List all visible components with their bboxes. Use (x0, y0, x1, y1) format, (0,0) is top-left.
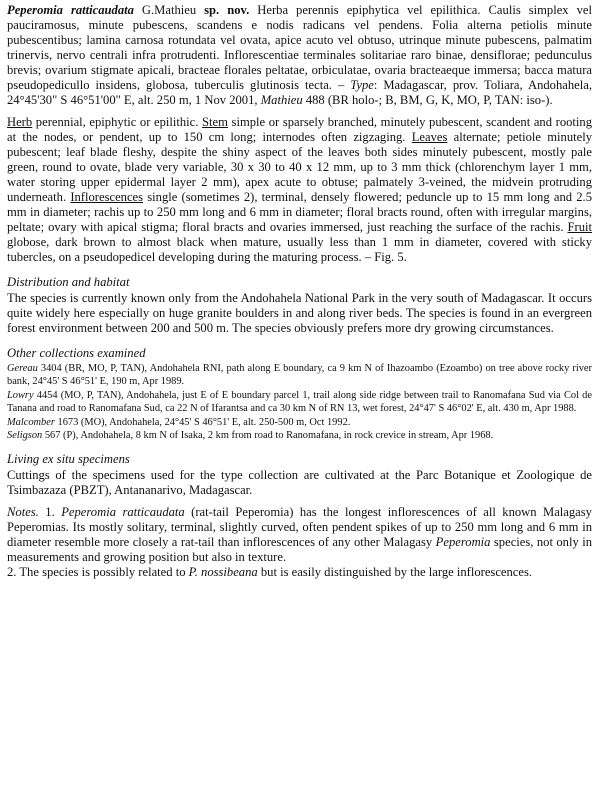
type-text: : Madagascar, prov. Toliara, Andohahela, 24°45'30" S 46°51'00" E, alt. 250 m, 1 Nov 2001, (7, 78, 592, 107)
collector-name: Lowry (7, 389, 34, 401)
notes-2-prefix: 2. The species is possibly related to (7, 565, 189, 580)
latin-text: Herba perennis epiphytica vel epilithica. Caulis simplex vel pauciramosus, minute pubescens, scandens e nodis radicans vel pendens. Folia alterna petiolis minute pubescentibus; lamina carnosa rotundata vel ovata, apice acuto vel obtuso, utrinque minute pubescens, palmatim trinervis, nervo centrali infra protrudenti. Inflorescentiae terminales solitariae raro binae, densiflorae; pedunculus brevis; ovarium stigmate apicali, bracteae florales peltatae, orbiculatae, ovaria bracteaeque immersa; bacca matura pseudopedicullo insidens, globosa, tuberculis glutinosis tecta. – (7, 3, 592, 92)
type-collector: Mathieu (260, 93, 303, 107)
notes-label: Notes. (7, 505, 39, 520)
herb-label: Herb (7, 115, 33, 129)
collection-text: 1673 (MO), Andohahela, 24°45' S 46°51' E, alt. 250-500 m, Oct 1992. (54, 416, 351, 428)
collections-heading: Other collections examined (7, 346, 146, 360)
collector-name: Gereau (7, 363, 38, 374)
latin-diagnosis (7, 3, 592, 108)
collection-text: 3404 (BR, MO, P, TAN), Andohahela RNI, path along E boundary, ca 9 km N of Ihazoambo (Ezoambo) on tree above rocky river bank, 24°45' S 46°51' E, 190 m, Apr 1989. (7, 363, 592, 388)
collector-name: Malcomber (7, 416, 55, 428)
stem-text: simple or sparsely branched, minutely pubescent, scandent and rooting at the nodes, or pendent, up to 150 cm long; internodes often zigzaging. (7, 115, 593, 144)
notes-2 (7, 565, 592, 580)
inflorescences-text: single (sometimes 2), terminal, densely flowered; peduncle up to 15 mm long and 2.5 mm in diameter; rachis up to 250 mm long and 6 mm in diameter; floral bracts round, often with irregular margins, peltate; ovary with apical stigma; floral bracts and ovaries immersed, just reaching the surface of the rachis. (7, 190, 592, 234)
collection-item (7, 389, 592, 416)
notes-1-genus: Peperomia (435, 535, 491, 550)
notes-1-text-a: (rat-tail Peperomia) has the longest inflorescences of all known Malagasy Peperomias. Its mostly solitary, terminal, slightly curved, often pendent spikes of up to 250 mm long and 6 mm in diameter resemble more closely a rat-tail than inflorescences of any other Malagasy (7, 505, 592, 550)
stem-label: Stem (202, 115, 228, 129)
notes-1-species: Peperomia ratticaudata (61, 505, 185, 520)
description (7, 115, 592, 265)
fruit-label: Fruit (567, 220, 592, 234)
living-text: Cuttings of the specimens used for the type collection are cultivated at the Parc Botanique et Zoologique de Tsimbazaza (PBZT), Antananarivo, Madagascar. (7, 468, 592, 498)
collection-text: 4454 (MO, P, TAN), Andohahela, just E of E boundary parcel 1, trail along side ridge between trail to Ranomafana Sud via Col de Tanana and road to Ranomafana Sud, ca 22 N of Ifarantsa and ca 30 km N of RN 13, wet forest, 24°47' S 46°02' E, alt. 430 m, Apr 1988. (7, 389, 592, 415)
fruit-text: globose, dark brown to almost black when mature, usually less than 1 mm in diameter, covered with sticky tubercles, on a pseudopedicel developing during the maturing process. – Fig. 5. (7, 235, 592, 264)
collector-name: Seligson (7, 430, 43, 442)
species-author: G.Mathieu (133, 3, 205, 17)
notes-1-prefix: 1. (38, 505, 62, 520)
type-label: Type (350, 78, 374, 92)
collection-text: 567 (P), Andohahela, 8 km N of Isaka, 2 km from road to Ranomafana, in rock crevice in stream, Apr 1968. (42, 430, 494, 442)
species-name: Peperomia ratticaudata (7, 3, 134, 17)
species-status: sp. nov. (204, 3, 250, 17)
collection-item (7, 429, 592, 442)
notes-2-text: but is easily distinguished by the large inflorescences. (257, 565, 533, 580)
distribution-heading: Distribution and habitat (7, 275, 130, 289)
leaves-text: alternate; petiole minutely pubescent; leaf blade fleshy, despite the shiny aspect of the leaves both sides minutely pubescent, mostly pale green, round to ovate, blade very variable, 30 x 30 to 40 x 12 mm, up to 3 mm thick (chlorenchym layer 1 mm, water storing upper epidermal layer 2 mm), apex acute to obtuse; palmately 3-veined, the midvein protruding underneath. (7, 130, 592, 204)
collection-item (7, 416, 592, 429)
leaves-label: Leaves (411, 130, 448, 144)
inflorescences-label: Inflorescences (70, 190, 144, 204)
notes-1-text-b: species, not only in measurements and growing position but also in texture. (7, 535, 593, 565)
type-tail: 488 (BR holo-; B, BM, G, K, MO, P, TAN: iso-). (302, 93, 553, 107)
herb-text: perennial, epiphytic or epilithic. (32, 115, 203, 129)
collection-item (7, 362, 592, 389)
distribution-text: The species is currently known only from the Andohahela National Park in the very south of Madagascar. It occurs quite widely here especially on huge granite boulders in and along river beds. The species is found in an evergreen forest environment between 200 and 500 m. The species obviously prefers more dry growing circumstances. (7, 291, 592, 335)
notes-2-species: P. nossibeana (188, 565, 258, 580)
notes-1 (7, 505, 592, 565)
living-heading: Living ex situ specimens (7, 452, 130, 467)
